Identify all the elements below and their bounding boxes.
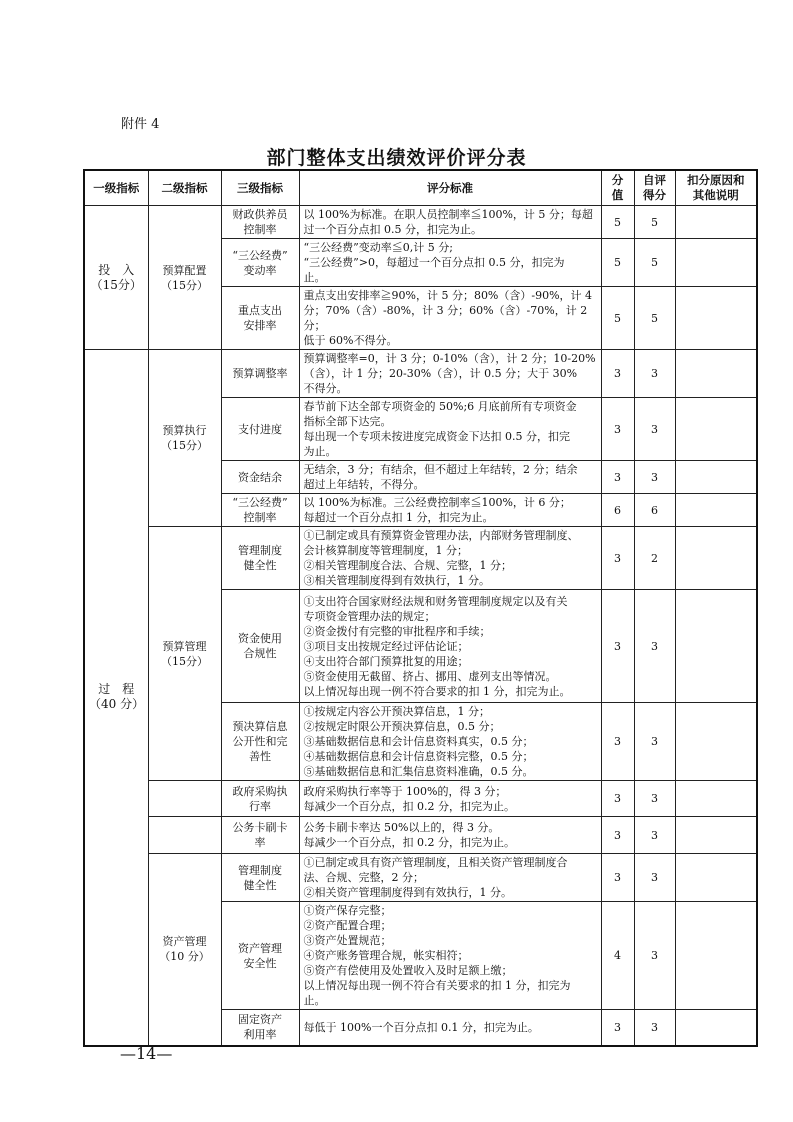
header-score: 分 值 (601, 170, 634, 206)
level1-indicator (84, 350, 148, 1046)
level3-indicator (221, 817, 299, 854)
level3-line: 变动率 (243, 263, 277, 277)
scoring-criteria (299, 239, 601, 287)
level3-indicator (221, 590, 299, 703)
level3-line: 健全性 (243, 878, 277, 892)
level3-indicator (221, 703, 299, 781)
criteria-line: ⑤资金使用无截留、挤占、挪用、虚列支出等情况。 (303, 669, 557, 683)
score-value: 5 (601, 287, 634, 350)
criteria-line: ②按规定时限公开预决算信息，0.5 分； (303, 720, 501, 733)
criteria-line: 政府采购执行率等于 100%的，得 3 分； (303, 784, 507, 798)
remarks-cell (675, 1010, 757, 1046)
scoring-criteria (299, 494, 601, 527)
header-level1: 一级指标 (84, 170, 148, 206)
level3-line: “三公经费” (232, 248, 288, 262)
criteria-line: 每减少一个百分点，扣 0.2 分，扣完为止。 (303, 836, 515, 849)
level2-indicator (148, 817, 221, 854)
criteria-line: 预算调整率=0，计 3 分；0-10%（含），计 2 分；10-20% (303, 352, 596, 365)
self-score: 3 (634, 781, 675, 817)
criteria-line: 止。 (303, 994, 326, 1007)
criteria-line: 重点支出安排率≧90%，计 5 分；80%（含）-90%，计 4 (303, 289, 593, 302)
scoring-criteria (299, 206, 601, 239)
self-score: 3 (634, 398, 675, 461)
level3-line: 预决算信息 (232, 720, 288, 733)
table-row (84, 854, 757, 902)
remarks-cell (675, 854, 757, 902)
score-value: 3 (601, 854, 634, 902)
self-score: 5 (634, 206, 675, 239)
level3-line: 安全性 (243, 956, 277, 970)
header-row (84, 170, 757, 206)
criteria-line: 每出现一个专项未按进度完成资金下达扣 0.5 分，扣完 (303, 430, 570, 443)
level1-name: 投 入 (98, 262, 135, 277)
level3-line: 重点支出 (238, 304, 282, 317)
criteria-line: ②相关管理制度合法、合规、完整，1 分； (303, 559, 512, 572)
level3-line: 公开性和完 (232, 735, 288, 748)
criteria-line: ①已制定或具有资产管理制度，且相关资产管理制度合 (303, 856, 568, 869)
level3-indicator (221, 781, 299, 817)
score-value: 3 (601, 461, 634, 494)
criteria-line: 以 100%为标准。三公经费控制率≦100%，计 6 分； (303, 496, 571, 509)
level3-line: 财政供养员 (232, 208, 288, 221)
table-row (84, 817, 757, 854)
level2-score: （15分） (161, 278, 208, 292)
level3-indicator (221, 527, 299, 590)
criteria-line: ③基础数据信息和会计信息资料真实，0.5 分； (303, 735, 534, 748)
criteria-line: 止。 (303, 271, 326, 284)
score-value: 3 (601, 398, 634, 461)
level3-indicator (221, 854, 299, 902)
self-score: 5 (634, 239, 675, 287)
criteria-line: ①资产保存完整； (303, 904, 392, 917)
level2-name: 预算执行 (162, 424, 207, 437)
self-score: 3 (634, 590, 675, 703)
remarks-cell (675, 527, 757, 590)
self-score: 3 (634, 703, 675, 781)
self-score: 3 (634, 1010, 675, 1046)
level2-indicator (148, 781, 221, 817)
criteria-line: 每低于 100%一个百分点扣 0.1 分，扣完为止。 (303, 1020, 539, 1034)
level3-line: 管理制度 (238, 544, 282, 557)
criteria-line: ④资产账务管理合规，帐实相符； (303, 949, 469, 962)
level3-indicator (221, 239, 299, 287)
scoring-criteria (299, 781, 601, 817)
score-value: 3 (601, 781, 634, 817)
score-value: 3 (601, 590, 634, 703)
remarks-cell (675, 590, 757, 703)
score-value: 3 (601, 527, 634, 590)
criteria-line: ②资产配置合理； (303, 919, 392, 932)
criteria-line: ③资产处置规范； (303, 934, 392, 947)
remarks-cell (675, 703, 757, 781)
criteria-line: “三公经费”变动率≦0,计 5 分; (303, 241, 453, 254)
score-value: 5 (601, 206, 634, 239)
level3-line: 合规性 (243, 647, 277, 660)
criteria-line: ④支出符合部门预算批复的用途； (303, 654, 469, 668)
criteria-line: 会计核算制度等管理制度，1 分； (303, 544, 468, 557)
level2-indicator (148, 527, 221, 781)
level1-name: 过 程 (98, 682, 135, 697)
criteria-line: ④基础数据信息和会计信息资料完整，0.5 分； (303, 750, 534, 763)
scoring-criteria (299, 527, 601, 590)
criteria-line: 无结余，3 分；有结余，但不超过上年结转，2 分；结余 (303, 463, 578, 476)
self-score: 2 (634, 527, 675, 590)
remarks-cell (675, 902, 757, 1010)
score-value: 4 (601, 902, 634, 1010)
level3-line: 政府采购执 (232, 784, 288, 798)
criteria-line: ③项目支出按规定经过评估论证； (303, 639, 469, 653)
criteria-line: ①支出符合国家财经法规和财务管理制度规定以及有关 (303, 594, 568, 608)
level3-line: 固定资产 (238, 1013, 282, 1027)
criteria-line: ⑤基础数据信息和汇集信息资料准确，0.5 分。 (303, 765, 534, 778)
criteria-line: 不得分。 (303, 382, 348, 395)
criteria-line: 以上情况每出现一例不符合有关要求的扣 1 分，扣完为 (303, 979, 571, 992)
criteria-line: 以 100%为标准。在职人员控制率≦100%，计 5 分；每超 (303, 208, 593, 221)
criteria-line: ⑤资产有偿使用及处置收入及时足额上缴； (303, 964, 513, 977)
level3-line: 健全性 (243, 559, 277, 572)
level3-indicator (221, 350, 299, 398)
header-criteria: 评分标准 (299, 170, 601, 206)
score-value: 3 (601, 1010, 634, 1046)
score-value: 5 (601, 239, 634, 287)
criteria-line: ②相关资产管理制度得到有效执行，1 分。 (303, 886, 512, 899)
document-title: 部门整体支出绩效评价评分表 (266, 147, 527, 169)
self-score: 3 (634, 817, 675, 854)
remarks-cell (675, 287, 757, 350)
criteria-line: 指标全部下达完。 (303, 415, 392, 428)
criteria-line: 超过上年结转，不得分。 (303, 478, 425, 491)
self-score: 3 (634, 902, 675, 1010)
criteria-line: 专项资金管理办法的规定； (303, 609, 436, 623)
table-row (84, 350, 757, 398)
self-score: 6 (634, 494, 675, 527)
self-score: 3 (634, 461, 675, 494)
scoring-criteria (299, 1010, 601, 1046)
level2-score: （10 分） (159, 950, 210, 964)
remarks-cell (675, 494, 757, 527)
criteria-line: 法、合规、完整，2 分； (303, 871, 424, 884)
table-row (84, 527, 757, 590)
attachment-label: 附件 4 (121, 117, 160, 132)
scoring-criteria (299, 398, 601, 461)
criteria-line: 以上情况每出现一例不符合要求的扣 1 分，扣完为止。 (303, 684, 571, 698)
criteria-line: ③相关管理制度得到有效执行，1 分。 (303, 574, 490, 587)
level3-indicator (221, 461, 299, 494)
remarks-cell (675, 817, 757, 854)
level2-name: 预算管理 (162, 639, 207, 653)
level3-line: 控制率 (243, 223, 277, 236)
level3-line: 善性 (249, 750, 271, 763)
level2-score: （15分） (161, 439, 208, 452)
level1-score: （40 分） (89, 697, 145, 712)
criteria-line: 每减少一个百分点，扣 0.2 分，扣完为止。 (303, 799, 515, 813)
score-value: 3 (601, 350, 634, 398)
header-level2: 二级指标 (148, 170, 221, 206)
level3-indicator (221, 287, 299, 350)
level3-line: 行率 (249, 799, 271, 813)
level2-score: （15分） (161, 654, 208, 668)
criteria-line: 低于 60%不得分。 (303, 334, 398, 347)
level3-line: 公务卡刷卡 (232, 821, 288, 834)
scoring-criteria (299, 350, 601, 398)
scoring-criteria (299, 703, 601, 781)
level3-indicator (221, 398, 299, 461)
level2-indicator (148, 854, 221, 1046)
score-value: 3 (601, 703, 634, 781)
level2-name: 预算配置 (162, 263, 207, 277)
level2-indicator (148, 350, 221, 527)
level1-indicator (84, 206, 148, 350)
criteria-line: 分；70%（含）-80%，计 3 分；60%（含）-70%，计 2 分； (303, 304, 588, 332)
level3-indicator (221, 494, 299, 527)
level3-line: 利用率 (243, 1028, 277, 1042)
header-level3: 三级指标 (221, 170, 299, 206)
remarks-cell (675, 350, 757, 398)
header-remarks: 扣分原因和 其他说明 (675, 170, 757, 206)
scoring-criteria (299, 590, 601, 703)
criteria-line: 公务卡刷卡率达 50%以上的，得 3 分。 (303, 821, 500, 834)
remarks-cell (675, 206, 757, 239)
criteria-line: 春节前下达全部专项资金的 50%;6 月底前所有专项资金 (303, 400, 577, 413)
score-value: 3 (601, 817, 634, 854)
level3-line: 资金使用 (238, 632, 282, 645)
scoring-criteria (299, 902, 601, 1010)
level3-indicator (221, 902, 299, 1010)
level3-line: 资产管理 (238, 941, 282, 955)
header-self-score: 自评 得分 (634, 170, 675, 206)
criteria-line: （含），计 1 分；20-30%（含），计 0.5 分；大于 30% (303, 367, 578, 380)
self-score: 5 (634, 287, 675, 350)
remarks-cell (675, 239, 757, 287)
level3-line: 率 (254, 836, 266, 849)
level3-line: “三公经费” (232, 496, 288, 509)
criteria-line: 过一个百分点扣 0.5 分，扣完为止。 (303, 223, 482, 236)
page-number: —14— (120, 1044, 173, 1063)
table-row (84, 781, 757, 817)
scoring-criteria (299, 817, 601, 854)
criteria-line: “三公经费”>0，每超过一个百分点扣 0.5 分，扣完为 (303, 256, 565, 269)
score-value: 6 (601, 494, 634, 527)
scoring-criteria (299, 854, 601, 902)
self-score: 3 (634, 350, 675, 398)
scoring-criteria (299, 461, 601, 494)
level1-score: （15分） (90, 277, 142, 292)
criteria-line: ②资金拨付有完整的审批程序和手续； (303, 624, 491, 638)
level3-line: 安排率 (243, 319, 277, 332)
self-score: 3 (634, 854, 675, 902)
evaluation-table (83, 169, 758, 1047)
level3-indicator (221, 1010, 299, 1046)
remarks-cell (675, 398, 757, 461)
level3-line: 资金结余 (238, 470, 282, 484)
level3-line: 控制率 (243, 511, 277, 524)
level3-line: 预算调整率 (232, 367, 288, 380)
scoring-criteria (299, 287, 601, 350)
level3-indicator (221, 206, 299, 239)
criteria-line: 为止。 (303, 445, 337, 458)
criteria-line: ①按规定内容公开预决算信息，1 分； (303, 705, 490, 718)
level2-name: 资产管理 (162, 935, 207, 949)
level2-indicator (148, 206, 221, 350)
table-row (84, 206, 757, 239)
criteria-line: ①已制定或具有预算资金管理办法，内部财务管理制度、 (303, 529, 579, 542)
level3-line: 支付进度 (238, 422, 282, 436)
criteria-line: 每超过一个百分点扣 1 分，扣完为止。 (303, 511, 494, 524)
remarks-cell (675, 461, 757, 494)
level3-line: 管理制度 (238, 863, 282, 877)
remarks-cell (675, 781, 757, 817)
